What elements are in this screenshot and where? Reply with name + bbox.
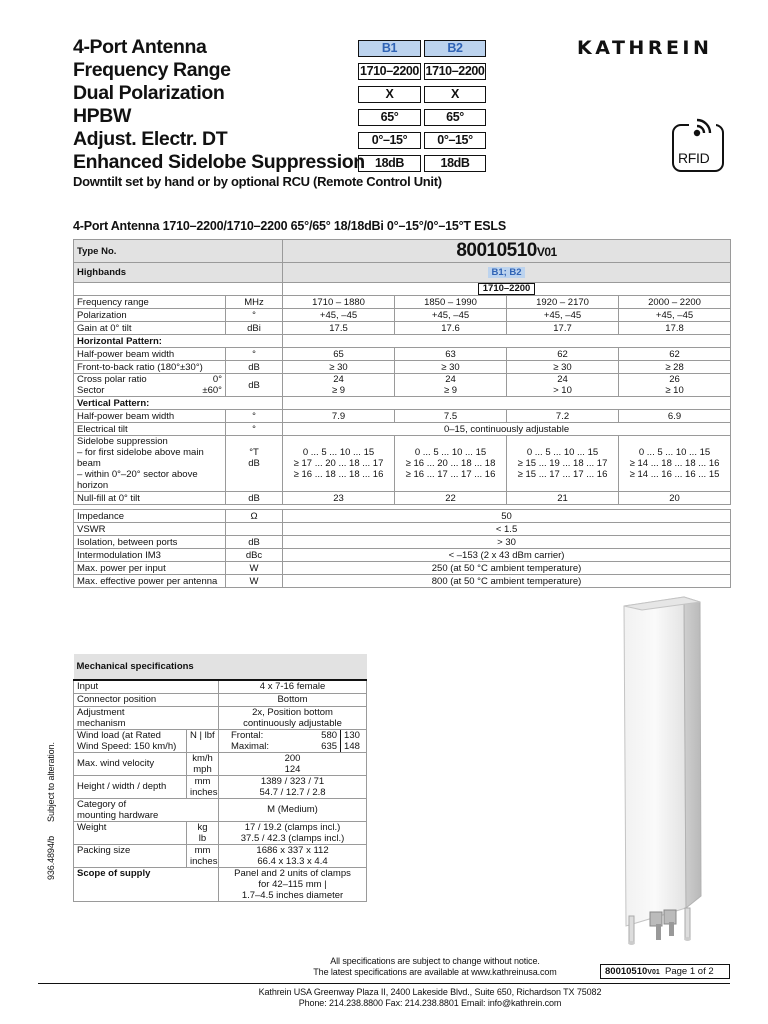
table-row: Sidelobe suppression – for first sidelobe above main beam – within 0°–20° sector above horizon °T dB 0 ... 5 ... 10 ... 15 ≥ 17 ... 20 ... 18 ... 17 ≥ 16 ... 18 ... 18 ... 16 0 ... 5 ... 10 ... 15 ≥ 16 ... 20 ... 18 ... 18 ≥ 16 ... 17 ... 17 ... 16 0 ... 5 ... 10 ... 15 ≥ 15 ... 19 ... 18 ... 17 ≥ 15 ... 17 ... 17 ... 16 0 ... 5 ... 10 ... 15 ≥ 14 ... 18 ... 18 ... 16 ≥ 14 ... 16 ... 16 ... 15 [74,436,731,492]
band-b2-header: B2 [424,40,486,57]
bands-tag: B1; B2 [488,267,524,278]
feature-label: 4-Port Antenna [73,36,207,58]
mech-title: Mechanical specifications [74,654,367,680]
table-row: Input 4 x 7-16 female [74,680,367,693]
feature-label: Adjust. Electr. DT [73,128,228,150]
page-indicator: 80010510V01 Page 1 of 2 [600,964,730,979]
table-row: Frequency range MHz 1710 – 1880 1850 – 1990 1920 – 2170 2000 – 2200 [74,296,731,309]
table-row: Half-power beam width ° 7.9 7.5 7.2 6.9 [74,410,731,423]
section-row [74,335,731,348]
kathrein-logo: KATHREIN [577,37,713,59]
antenna-panel-image [614,596,730,956]
table-row: Electrical tilt ° 0–15, continuously adjustable [74,423,731,436]
table-row: Max. effective power per antenna W 800 (at 50 °C ambient temperature) [74,575,731,588]
footer-divider [38,983,730,984]
table-row: Max. power per input W 250 (at 50 °C ambient temperature) [74,562,731,575]
feature-value: 18dB [424,155,486,172]
feature-value: 1710–2200 [358,63,421,80]
rfid-wave-icon [686,114,716,144]
horizontal-pattern-label: Horizontal Pattern: [74,335,283,348]
vertical-pattern-label: Vertical Pattern: [74,397,283,410]
feature-value: 65° [358,109,421,126]
rfid-icon [672,124,724,172]
feature-value: 1710–2200 [425,64,485,78]
table-row: Cross polar ratio 0° Sector ±60° dB 24 ≥ 9 24 ≥ 9 24 > 10 26 ≥ 10 [74,374,731,397]
mech-header-row [74,654,367,680]
table-row: Impedance Ω 50 [74,510,731,523]
feature-value: X [358,86,421,103]
table-row: VSWR < 1.5 [74,523,731,536]
highbands-row [74,263,731,283]
feature-label: Enhanced Sidelobe Suppression [73,151,365,173]
feature-value: 65° [424,109,486,126]
range-tag: 1710–2200 [478,283,536,295]
table-row: Max. wind velocity km/h mph 200 124 [74,752,367,775]
type-number: 80010510V01 [283,240,731,263]
table-row: Intermodulation IM3 dBc < –153 (2 x 43 dBm carrier) [74,549,731,562]
table-row: Null-fill at 0° tilt dB 23 22 21 20 [74,492,731,505]
range-row [74,283,731,296]
section-row [74,397,731,410]
document-code: 936.4894/bSubject to alteration. [46,742,56,880]
page-title: 4-Port Antenna 1710–2200/1710–2200 65°/65° 18/18dBi 0°–15°/0°–15°T ESLS [73,219,506,233]
table-row: Isolation, between ports dB > 30 [74,536,731,549]
electrical-spec-table [73,239,731,588]
type-row [74,240,731,263]
feature-label: HPBW [73,105,131,127]
table-row: Category of mounting hardware M (Medium) [74,798,367,821]
footer-address: Kathrein USA Greenway Plaza II, 2400 Lakeside Blvd., Suite 650, Richardson TX 75082 Phone: 214.238.8800 Fax: 214.238.8801 Email: info@kathrein.com [258,987,602,1008]
rfid-label: RFID [678,150,710,166]
table-row: Front-to-back ratio (180°±30°) dB ≥ 30 ≥ 30 ≥ 30 ≥ 28 [74,361,731,374]
band-b1-header: B1 [358,40,421,57]
type-label: Type No. [74,240,283,263]
feature-value: 0°–15° [358,132,421,149]
table-row: Wind load (at Rated Wind Speed: 150 km/h) N | lbf Frontal: 580 130 Maximal: 635 148 [74,729,367,752]
table-row: Connector position Bottom [74,693,367,706]
table-row: Gain at 0° tilt dBi 17.5 17.6 17.7 17.8 [74,322,731,335]
feature-value: 18dB [358,155,421,172]
disclaimer: All specifications are subject to change without notice. The latest specifications are available at www.kathreinusa.com [313,956,557,977]
table-row: Adjustment mechanism 2x, Position bottom continuously adjustable [74,706,367,729]
mechanical-spec-table [73,654,367,902]
table-row: Polarization ° +45, –45 +45, –45 +45, –45 +45, –45 [74,309,731,322]
table-row: Scope of supply Panel and 2 units of clamps for 42–115 mm | 1.7–4.5 inches diameter [74,867,367,901]
table-row: Weight kg lb 17 / 19.2 (clamps incl.) 37.5 / 42.3 (clamps incl.) [74,821,367,844]
table-row: Packing size mm inches 1686 x 337 x 112 66.4 x 13.3 x 4.4 [74,844,367,867]
feature-value: 0°–15° [424,132,486,149]
table-row: Height / width / depth mm inches 1389 / 323 / 71 54.7 / 12.7 / 2.8 [74,775,367,798]
feature-label: Frequency Range [73,59,231,81]
downtilt-note: Downtilt set by hand or by optional RCU (Remote Control Unit) [73,174,442,189]
highbands-label: Highbands [74,263,283,283]
feature-value: X [424,86,486,103]
table-row: Half-power beam width ° 65 63 62 62 [74,348,731,361]
feature-label: Dual Polarization [73,82,225,104]
